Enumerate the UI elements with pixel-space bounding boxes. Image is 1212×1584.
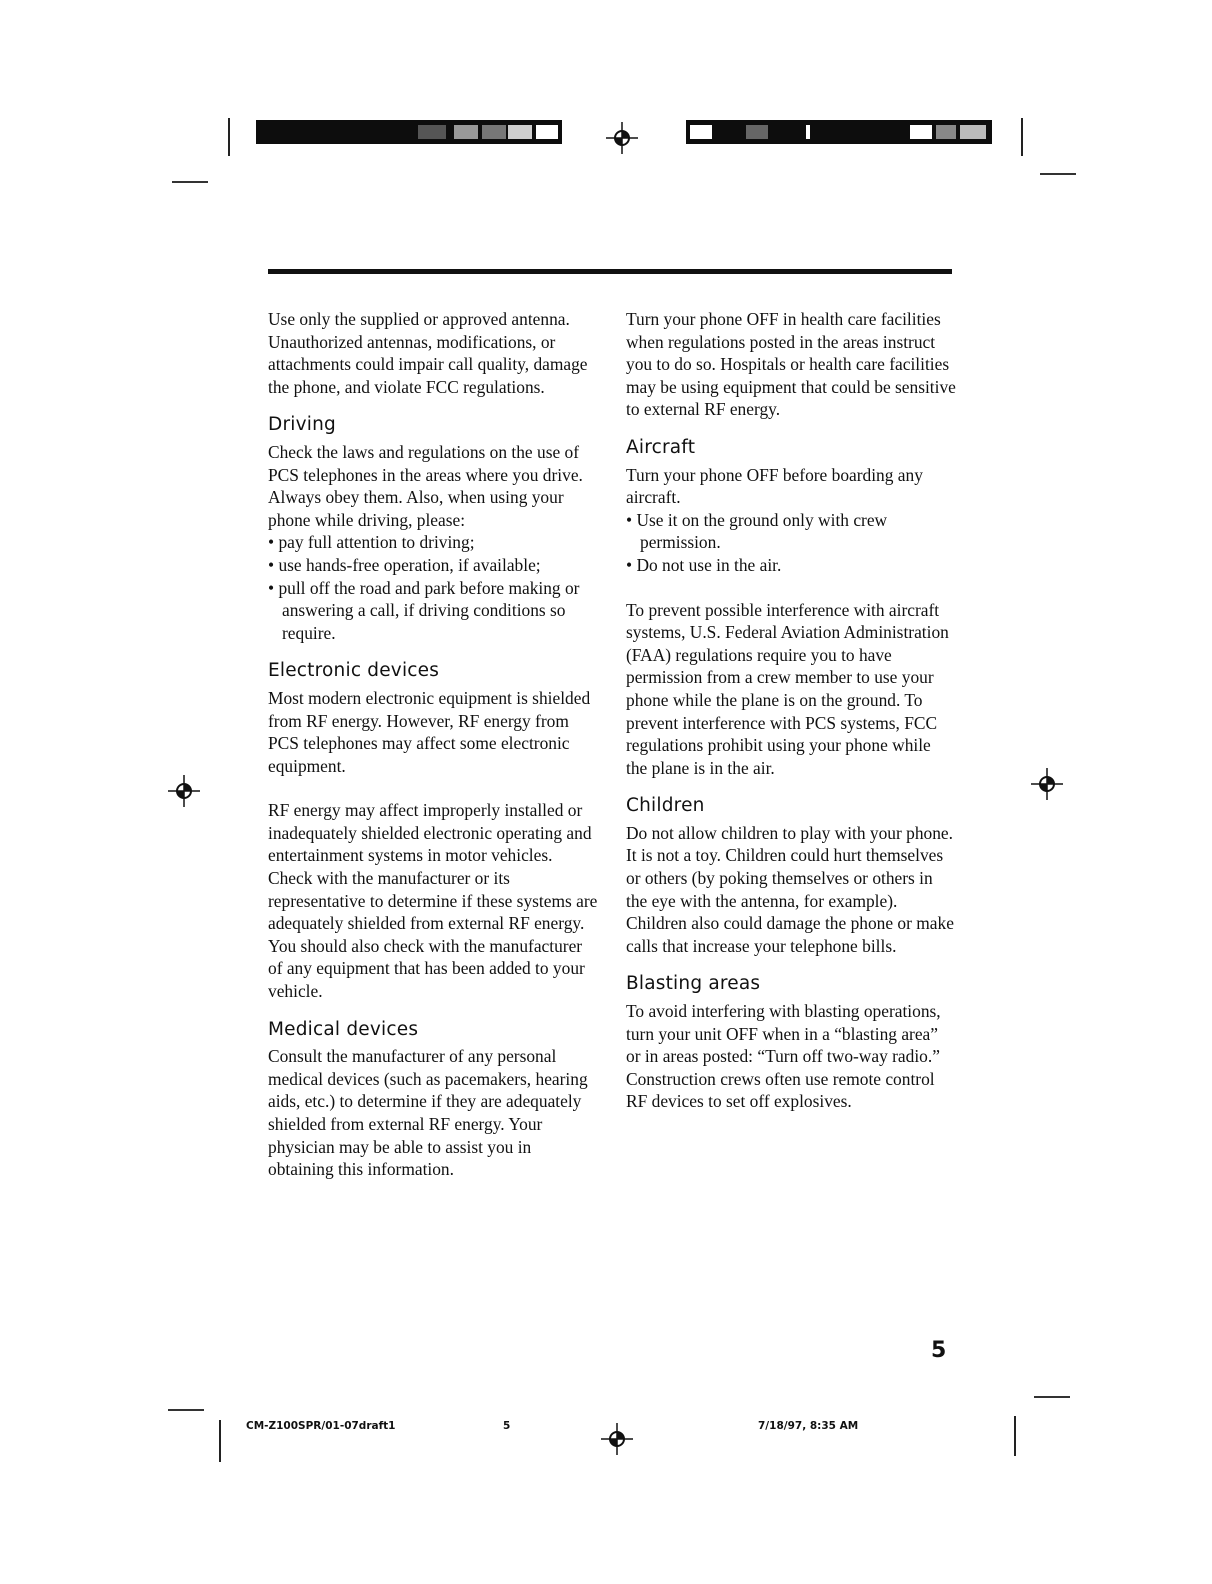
registration-target-icon — [168, 775, 200, 807]
footer-file-name: CM-Z100SPR/01-07draft1 — [246, 1420, 396, 1432]
footer-page: 5 — [503, 1420, 511, 1432]
crop-mark-top-right — [1021, 118, 1023, 156]
crop-mark-bottom-right — [1014, 1416, 1016, 1456]
registration-target-icon — [1031, 768, 1063, 800]
health-care-paragraph: Turn your phone OFF in health care facilities when regulations posted in the areas instruct you to do so. Hospitals or health care facilities may be using equipment that could be sensitive to external RF energy. — [626, 309, 956, 420]
list-item: • Use it on the ground only with crew permission. — [626, 509, 956, 554]
medical-devices-heading: Medical devices — [268, 1018, 419, 1040]
electronic-devices-paragraph: Most modern electronic equipment is shielded from RF energy. However, RF energy from PCS telephones may affect some electronic equipment. — [268, 687, 591, 776]
driving-paragraph: Check the laws and regulations on the use of PCS telephones in the areas where you drive. Always obey them. Also, when using your phone while driving, please: — [268, 441, 583, 530]
aircraft-heading: Aircraft — [626, 436, 696, 458]
crop-mark-bottom-right-horizontal — [1034, 1396, 1070, 1398]
left-column — [268, 308, 598, 1181]
list-item: • pay full attention to driving; — [268, 531, 598, 554]
antenna-paragraph: Use only the supplied or approved antenna. Unauthorized antennas, modifications, or attachments could impair call quality, damage the phone, and violate FCC regulations. — [268, 309, 588, 397]
driving-list — [268, 531, 598, 644]
crop-mark-bottom-left-horizontal — [168, 1409, 204, 1411]
aircraft-list — [626, 509, 956, 577]
electronic-devices-paragraph-2: RF energy may affect improperly installed or inadequately shielded electronic operating and entertainment systems in motor vehicles. Check with the manufacturer or its representative to determine if these systems are adequately shielded from external RF energy. You should also check with the manufacturer of any equipment that has been added to your vehicle. — [268, 800, 598, 1002]
aircraft-paragraph: Turn your phone OFF before boarding any aircraft. — [626, 464, 923, 508]
children-paragraph: Do not allow children to play with your phone. It is not a toy. Children could hurt themselves or others (by poking themselves or others in the eye with the antenna, for example). Children also could damage the phone or make calls that increase your telephone bills. — [626, 822, 954, 956]
driving-heading: Driving — [268, 414, 336, 436]
aircraft-paragraph-2: To prevent possible interference with aircraft systems, U.S. Federal Aviation Administration (FAA) regulations require you to have permission from a crew member to use your phone while the plane is on the ground. To prevent interference with PCS systems, FCC regulations prohibit using your phone while the plane is in the air. — [626, 599, 949, 778]
list-item: • Do not use in the air. — [626, 554, 956, 577]
crop-mark-top-left — [228, 118, 230, 156]
page-number: 5 — [931, 1338, 947, 1363]
registration-target-icon — [601, 1423, 633, 1455]
registration-target-icon — [606, 122, 638, 154]
crop-mark-right-horizontal — [1040, 173, 1076, 175]
children-heading: Children — [626, 795, 705, 817]
registration-bar-left — [256, 120, 562, 144]
right-column — [626, 308, 956, 1113]
footer-date: 7/18/97, 8:35 AM — [758, 1420, 859, 1432]
blasting-areas-heading: Blasting areas — [626, 973, 761, 995]
list-item: • use hands-free operation, if available; — [268, 554, 598, 577]
header-rule — [268, 269, 952, 274]
list-item: • pull off the road and park before making or answering a call, if driving conditions so require. — [268, 577, 598, 645]
crop-mark-bottom-left — [219, 1420, 221, 1462]
registration-bar-right — [686, 120, 992, 144]
blasting-areas-paragraph: To avoid interfering with blasting operations, turn your unit OFF when in a “blasting area” or in areas posted: “Turn off two-way radio.” Construction crews often use remote control RF devices to set off explosives. — [626, 1001, 941, 1112]
crop-mark-left-horizontal — [172, 181, 208, 183]
medical-devices-paragraph: Consult the manufacturer of any personal medical devices (such as pacemakers, hearing aids, etc.) to determine if they are adequately shielded from external RF energy. Your physician may be able to assist you in obtaining this information. — [268, 1046, 588, 1180]
electronic-devices-heading: Electronic devices — [268, 660, 440, 682]
